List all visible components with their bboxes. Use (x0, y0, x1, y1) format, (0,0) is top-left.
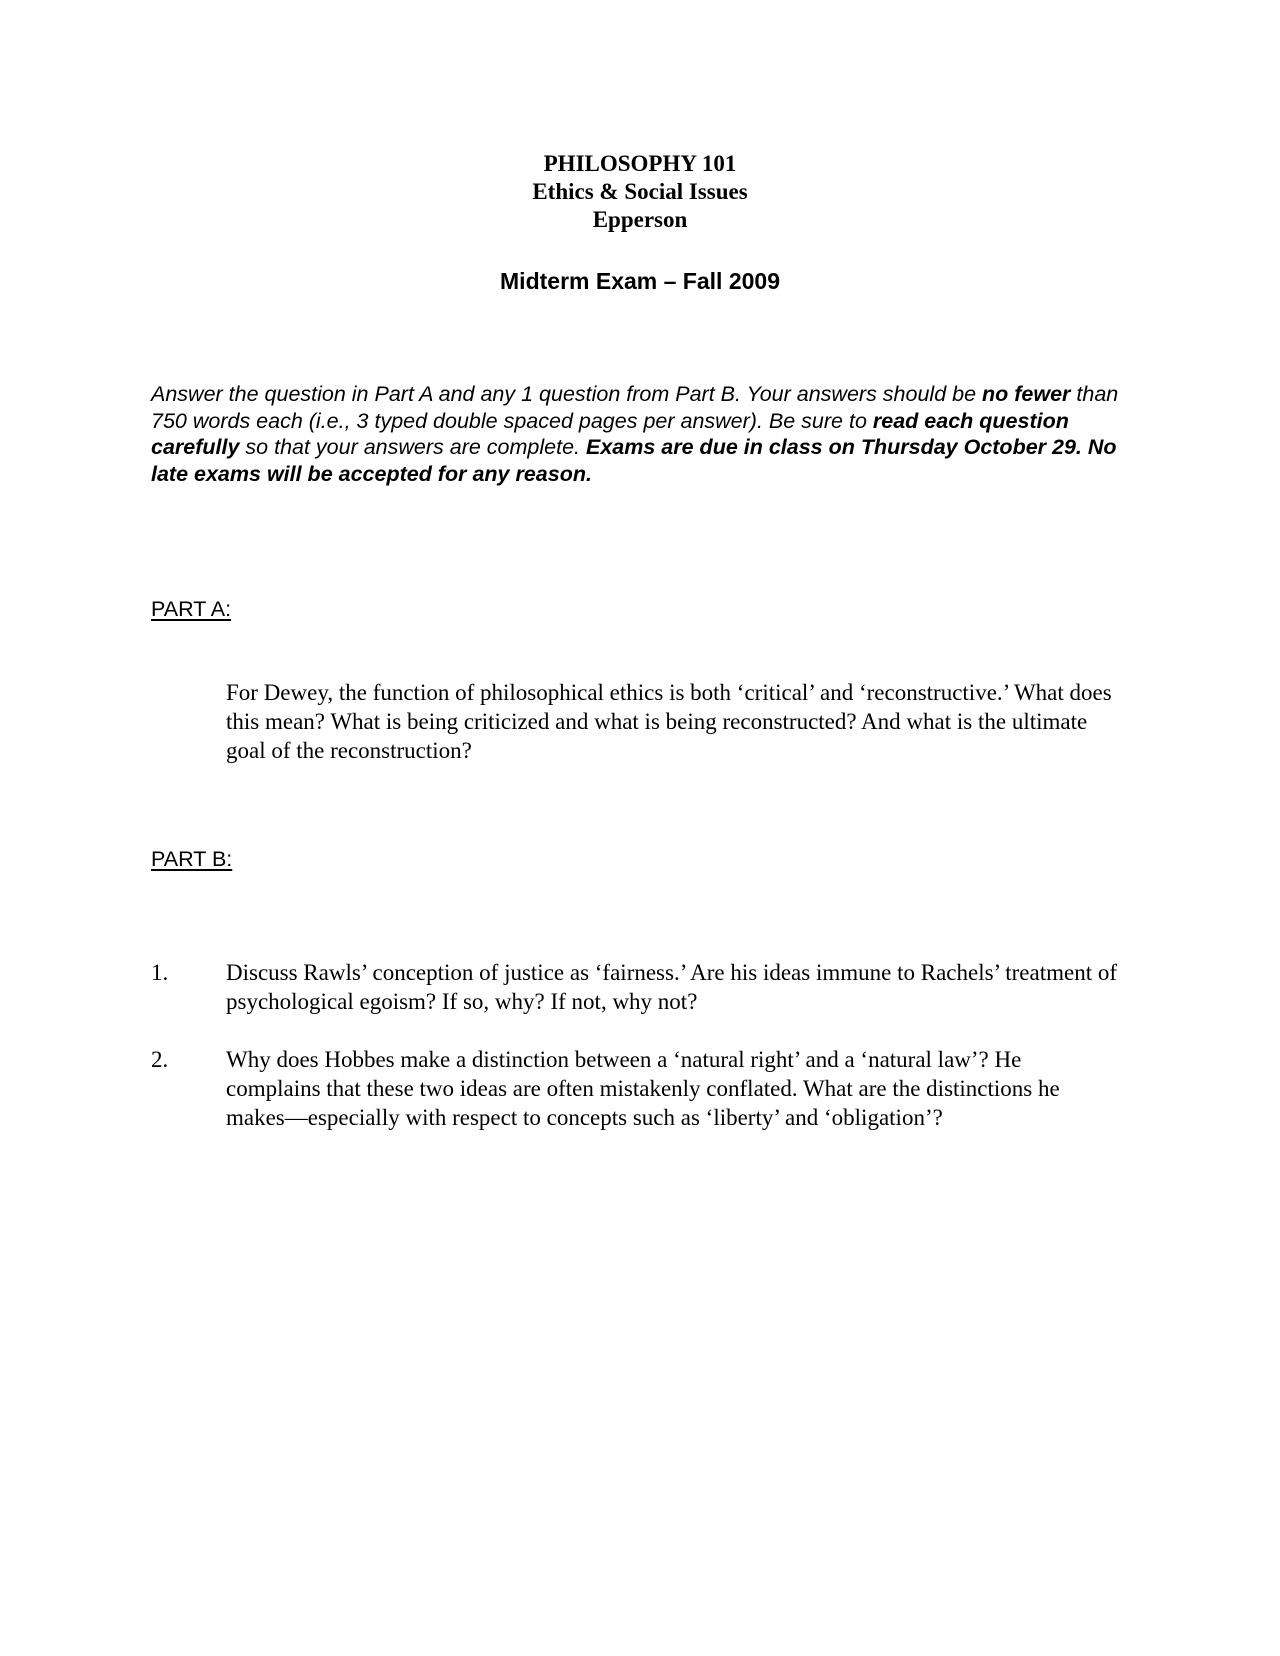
instructions-emphasis-read-carefully: read each question carefully (151, 408, 1069, 459)
course-subtitle: Ethics & Social Issues (532, 179, 748, 204)
course-title: PHILOSOPHY 101 (543, 151, 737, 176)
exam-title: Midterm Exam – Fall 2009 (500, 268, 780, 294)
instructions-text: than 750 words each (i.e., 3 typed double spaced pages per answer). Be sure to (151, 382, 1119, 433)
instructions-text: so that your answers are complete. (239, 435, 586, 459)
part-a-heading: PART A: (151, 597, 232, 621)
part-b-heading: PART B: (151, 847, 233, 871)
part-a-question: For Dewey, the function of philosophical ethics is both ‘critical’ and ‘reconstructive.’ What does this mean? What is being criticized and what is being reconstructed? And what is the ultimate goal of the reconstruction? (226, 680, 1112, 763)
part-b-question-1: Discuss Rawls’ conception of justice as ‘fairness.’ Are his ideas immune to Rachels’ treatment of psychological egoism? If so, why? If not, why not? (226, 960, 1118, 1014)
instructions-emphasis-word-count: no fewer (982, 382, 1071, 406)
question-number: 1. (151, 960, 169, 985)
instructions-emphasis-due-date: Exams are due in class on Thursday October 29. No late exams will be accepted for any reason. (151, 435, 1117, 486)
part-b-question-2: Why does Hobbes make a distinction between a ‘natural right’ and a ‘natural law’? He complains that these two ideas are often mistakenly conflated. What are the distinctions he makes—especially with respect to concepts such as ‘liberty’ and ‘obligation’? (226, 1047, 1060, 1130)
question-number: 2. (151, 1047, 169, 1072)
instructions-text: Answer the question in Part A and any 1 question from Part B. Your answers should be (151, 382, 983, 406)
instructor-name: Epperson (592, 207, 688, 232)
exam-instructions (151, 381, 1121, 487)
